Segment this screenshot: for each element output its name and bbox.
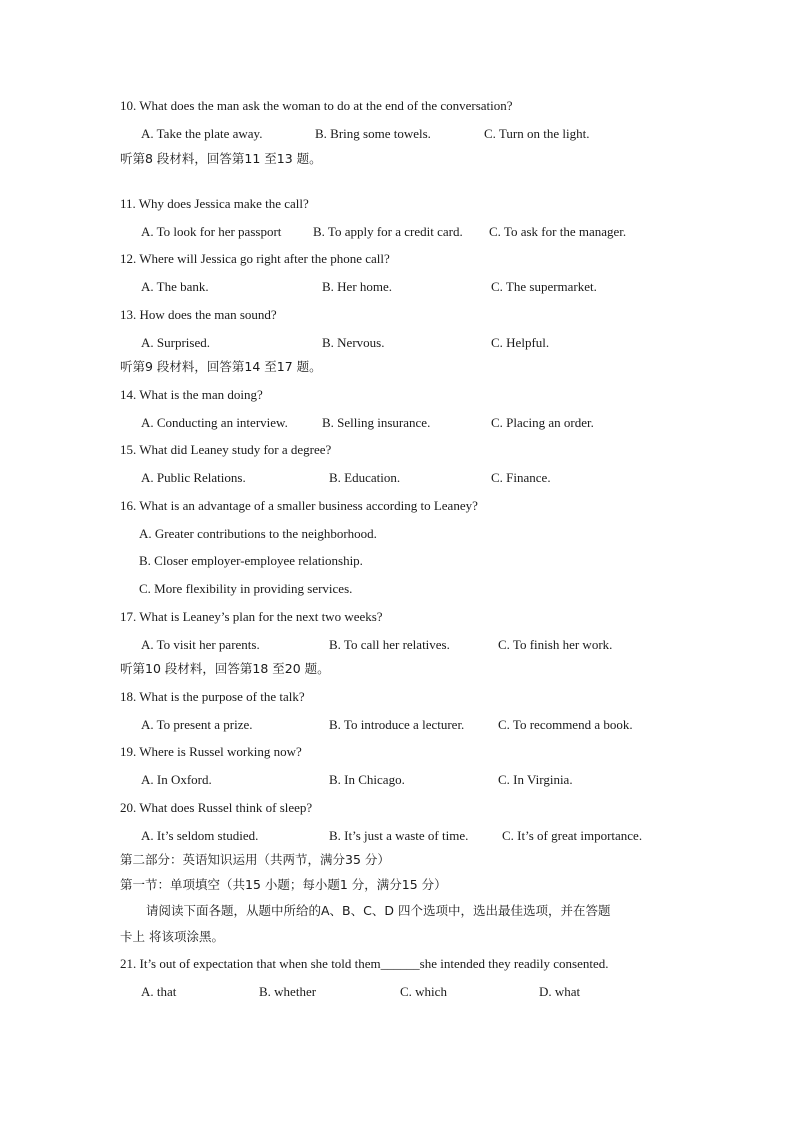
section-10-heading: 听第10 段材料，回答第18 至20 题。 bbox=[120, 661, 330, 676]
q21-option-d: D. what bbox=[539, 984, 581, 999]
q11-option-c: C. To ask for the manager. bbox=[489, 224, 627, 239]
q13-option-a: A. Surprised. bbox=[141, 335, 210, 350]
question-14: 14. What is the man doing? bbox=[120, 387, 263, 402]
question-17: 17. What is Leaney’s plan for the next two weeks? bbox=[120, 609, 383, 624]
q21-option-c: C. which bbox=[400, 984, 447, 999]
q16-option-c: C. More flexibility in providing services. bbox=[139, 581, 353, 596]
q17-option-a: A. To visit her parents. bbox=[141, 637, 260, 652]
q13-option-c: C. Helpful. bbox=[491, 335, 550, 350]
instructions-line-1: 请阅读下面各题，从题中所给的A、B、C、D 四个选项中，选出最佳选项，并在答题 bbox=[146, 903, 611, 918]
q14-option-b: B. Selling insurance. bbox=[322, 415, 431, 430]
q17-option-c: C. To finish her work. bbox=[498, 637, 613, 652]
q16-option-b: B. Closer employer-employee relationship. bbox=[139, 553, 363, 568]
question-16: 16. What is an advantage of a smaller business according to Leaney? bbox=[120, 498, 478, 513]
q20-option-a: A. It’s seldom studied. bbox=[141, 828, 259, 843]
q15-option-b: B. Education. bbox=[329, 470, 401, 485]
q19-option-c: C. In Virginia. bbox=[498, 772, 573, 787]
q12-option-b: B. Her home. bbox=[322, 279, 393, 294]
question-18: 18. What is the purpose of the talk? bbox=[120, 689, 305, 704]
q11-option-b: B. To apply for a credit card. bbox=[313, 224, 463, 239]
question-10: 10. What does the man ask the woman to do at the end of the conversation? bbox=[120, 98, 513, 113]
q20-option-b: B. It’s just a waste of time. bbox=[329, 828, 469, 843]
q12-option-a: A. The bank. bbox=[141, 279, 209, 294]
q14-option-a: A. Conducting an interview. bbox=[141, 415, 288, 430]
q20-option-c: C. It’s of great importance. bbox=[502, 828, 643, 843]
question-12: 12. Where will Jessica go right after the phone call? bbox=[120, 251, 390, 266]
question-13: 13. How does the man sound? bbox=[120, 307, 277, 322]
section-9-heading: 听第9 段材料，回答第14 至17 题。 bbox=[120, 359, 322, 374]
question-15: 15. What did Leaney study for a degree? bbox=[120, 442, 332, 457]
q12-option-c: C. The supermarket. bbox=[491, 279, 597, 294]
q14-option-c: C. Placing an order. bbox=[491, 415, 594, 430]
part-2-heading: 第二部分：英语知识运用（共两节，满分35 分） bbox=[120, 852, 390, 867]
part-2-section-1-heading: 第一节：单项填空（共15 小题；每小题1 分，满分15 分） bbox=[120, 877, 447, 892]
q15-option-c: C. Finance. bbox=[491, 470, 551, 485]
q19-option-a: A. In Oxford. bbox=[141, 772, 212, 787]
q21-option-b: B. whether bbox=[259, 984, 317, 999]
q10-option-a: A. Take the plate away. bbox=[141, 126, 263, 141]
q19-option-b: B. In Chicago. bbox=[329, 772, 405, 787]
q13-option-b: B. Nervous. bbox=[322, 335, 385, 350]
question-21: 21. It’s out of expectation that when she told them______she intended they readily consented. bbox=[120, 956, 609, 971]
instructions-line-2: 卡上 将该项涂黑。 bbox=[120, 929, 224, 944]
q17-option-b: B. To call her relatives. bbox=[329, 637, 450, 652]
q10-option-b: B. Bring some towels. bbox=[315, 126, 431, 141]
section-8-heading: 听第8 段材料，回答第11 至13 题。 bbox=[120, 151, 322, 166]
q11-option-a: A. To look for her passport bbox=[141, 224, 282, 239]
question-19: 19. Where is Russel working now? bbox=[120, 744, 302, 759]
q16-option-a: A. Greater contributions to the neighborhood. bbox=[139, 526, 377, 541]
q15-option-a: A. Public Relations. bbox=[141, 470, 246, 485]
question-11: 11. Why does Jessica make the call? bbox=[120, 196, 309, 211]
q18-option-a: A. To present a prize. bbox=[141, 717, 253, 732]
q18-option-c: C. To recommend a book. bbox=[498, 717, 633, 732]
q21-option-a: A. that bbox=[141, 984, 177, 999]
question-20: 20. What does Russel think of sleep? bbox=[120, 800, 313, 815]
q18-option-b: B. To introduce a lecturer. bbox=[329, 717, 465, 732]
q10-option-c: C. Turn on the light. bbox=[484, 126, 590, 141]
